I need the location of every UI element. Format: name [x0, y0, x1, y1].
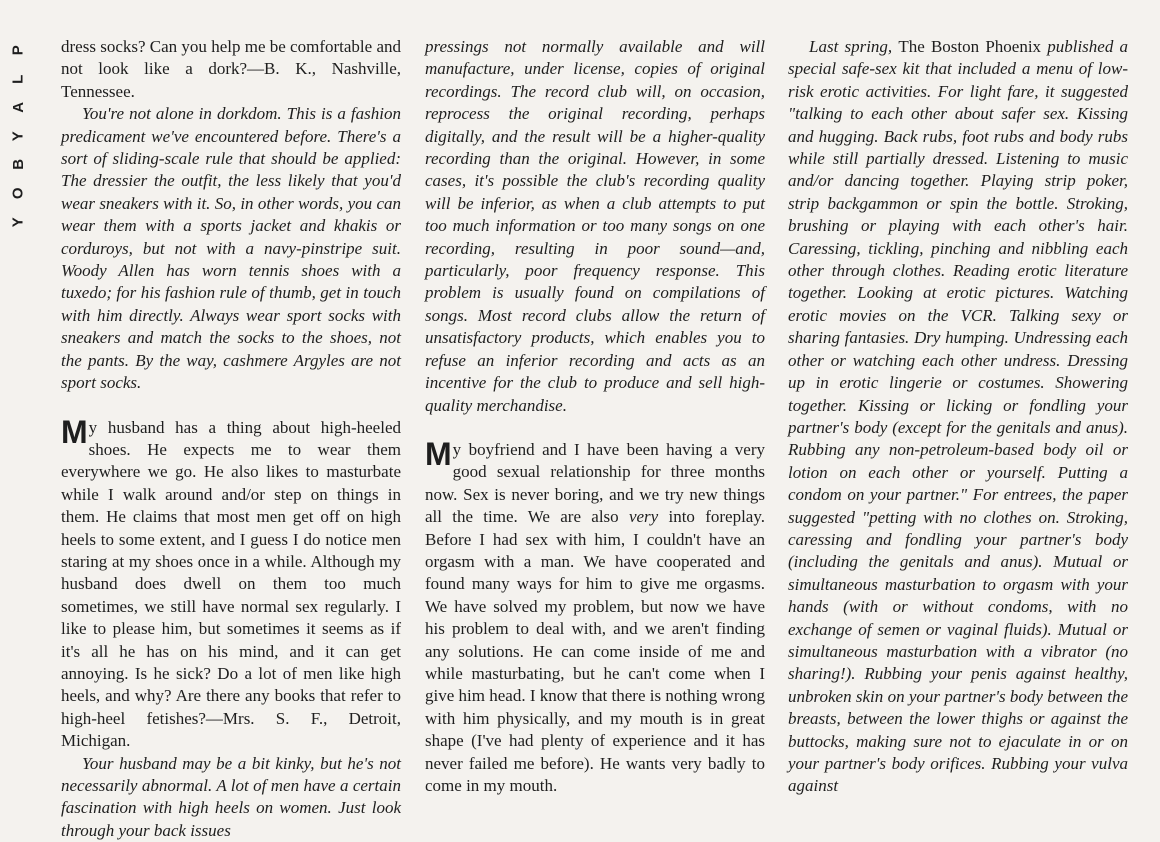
advisor-answer — [788, 36, 1128, 798]
reader-letter — [425, 435, 765, 798]
publication-name: The Boston Phoenix — [898, 37, 1042, 56]
label-letter: O — [9, 187, 27, 200]
advisor-answer: Your husband may be a bit kinky, but he's not necessarily abnormal. A lot of men have a certain fascination with high heels on women. Just look through your back issues — [61, 753, 401, 840]
label-letter: Y — [9, 216, 27, 227]
text-column-3 — [788, 36, 1128, 798]
text-column-2 — [425, 36, 765, 797]
letter-body-lead: y boyfriend and I have been having a very good sexual relationship for three months now. Sex is never boring, and we try new things all the time. We are also — [425, 439, 765, 527]
reader-letter — [61, 413, 401, 753]
advisor-answer-continuation: pressings not normally available and will manufacture, under license, copies of original recordings. The record club will, on occasion, reprocess the original recording, perhaps digitally, and the result will be a higher-quality recording than the original. However, in some cases, it's possible the club's recording quality will be inferior, as when a club attempts to put too much information or too many songs on one recording, resulting in poor sound—and, particularly, poor frequency response. This problem is usually found on compilations of songs. Most record clubs allow the return of unsatisfactory products, which enables you to refuse an inferior recording and acts as an incentive for the club to produce and sell high-quality merchandise. — [425, 37, 765, 415]
advisor-answer: You're not alone in dorkdom. This is a fashion predicament we've encountered before. There's a sort of sliding-scale rule that should be applied: The dressier the outfit, the less likely that you'd wear sneakers with it. So, in other words, you can wear them with a sports jacket and khakis or corduroys, but not with a navy-pinstripe suit. Woody Allen has worn tennis shoes with a tuxedo; for his fashion rule of thumb, get in touch with him directly. Always wear sport socks with sneakers and match the socks to the shoes, not the pants. By the way, cashmere Argyles are not sport socks. — [61, 104, 401, 393]
drop-cap: M — [425, 435, 452, 472]
label-letter: B — [9, 159, 27, 171]
letter-body: y husband has a thing about high-heeled shoes. He expects me to wear them everywhere we go. He also likes to masturbate while I walk around and/or step on things in them. He claims that most men get off on high heels to some extent, and I guess I do notice men staring at my shoes once in a while. Although my husband does dwell on them too much sometimes, we still have normal sex regularly. I like to please him, but sometimes it seems as if it's all he has on his mind, and it can get annoying. Is he sick? Do a lot of men like high heels, and why? Are there any books that refer to high-heel fetishes?—Mrs. S. F., Detroit, Michigan. — [61, 417, 401, 751]
label-letter: L — [9, 74, 27, 84]
letter-continuation: dress socks? Can you help me be comfortable and not look like a dork?—B. K., Nashville, Tennessee. — [61, 37, 401, 101]
answer-lead: Last spring, — [809, 37, 899, 56]
drop-cap: M — [61, 413, 88, 450]
label-letter: A — [9, 102, 27, 113]
magazine-vertical-label — [8, 36, 30, 236]
text-column-1 — [61, 36, 401, 842]
answer-body: published a special safe-sex kit that included a menu of low-risk erotic activities. For light fare, it suggested "talking to each other about safer sex. Kissing and hugging. Back rubs, foot rubs and body rubs while still partially dressed. Listening to music and/or dancing together. Playing strip poker, strip backgammon or spin the bottle. Stroking, brushing or playing with each other's hair. Caressing, tickling, pinching and nibbling each other through clothes. Reading erotic literature together. Looking at erotic pictures. Watching erotic movies on the VCR. Talking sexy or sharing fantasies. Dry humping. Undressing each other or watching each other undress. Dressing up in erotic lingerie or costumes. Showering together. Kissing or licking or fondling your partner's body (except for the genitals and anus). Rubbing any non-petroleum-based body oil or lotion on each other or yourself. Putting a condom on your partner." For entrees, the paper suggested "petting with no clothes on. Stroking, caressing and fondling your partner's body (including the genitals and anus). Mutual or simultaneous masturbation to orgasm with your hands (with or without condoms, with no exchange of semen or vaginal fluids). Mutual or simultaneous masturbation with a vibrator (no sharing!). Rubbing your penis against healthy, unbroken skin on your partner's body between the breasts, between the lower thighs or against the buttocks, making sure not to ejaculate in or on your partner's body orifices. Rubbing your vulva against — [788, 37, 1129, 796]
letter-emphasis: very — [628, 507, 659, 527]
label-letter: Y — [9, 131, 27, 142]
label-letter: P — [9, 45, 27, 56]
letter-body-rest: into foreplay. Before I had sex with him, I couldn't have an orgasm with a man. We have cooperated and found many ways for him to give me orgasms. We have solved my problem, but now we have his problem to deal with, and we aren't finding any solutions. He can come inside of me and while masturbating, but he can't come when I give him head. I know that there is nothing wrong with him physically, and my mouth is in great shape (I've had plenty of experience and it has never failed me before). He wants very badly to come in my mouth. — [425, 507, 765, 795]
